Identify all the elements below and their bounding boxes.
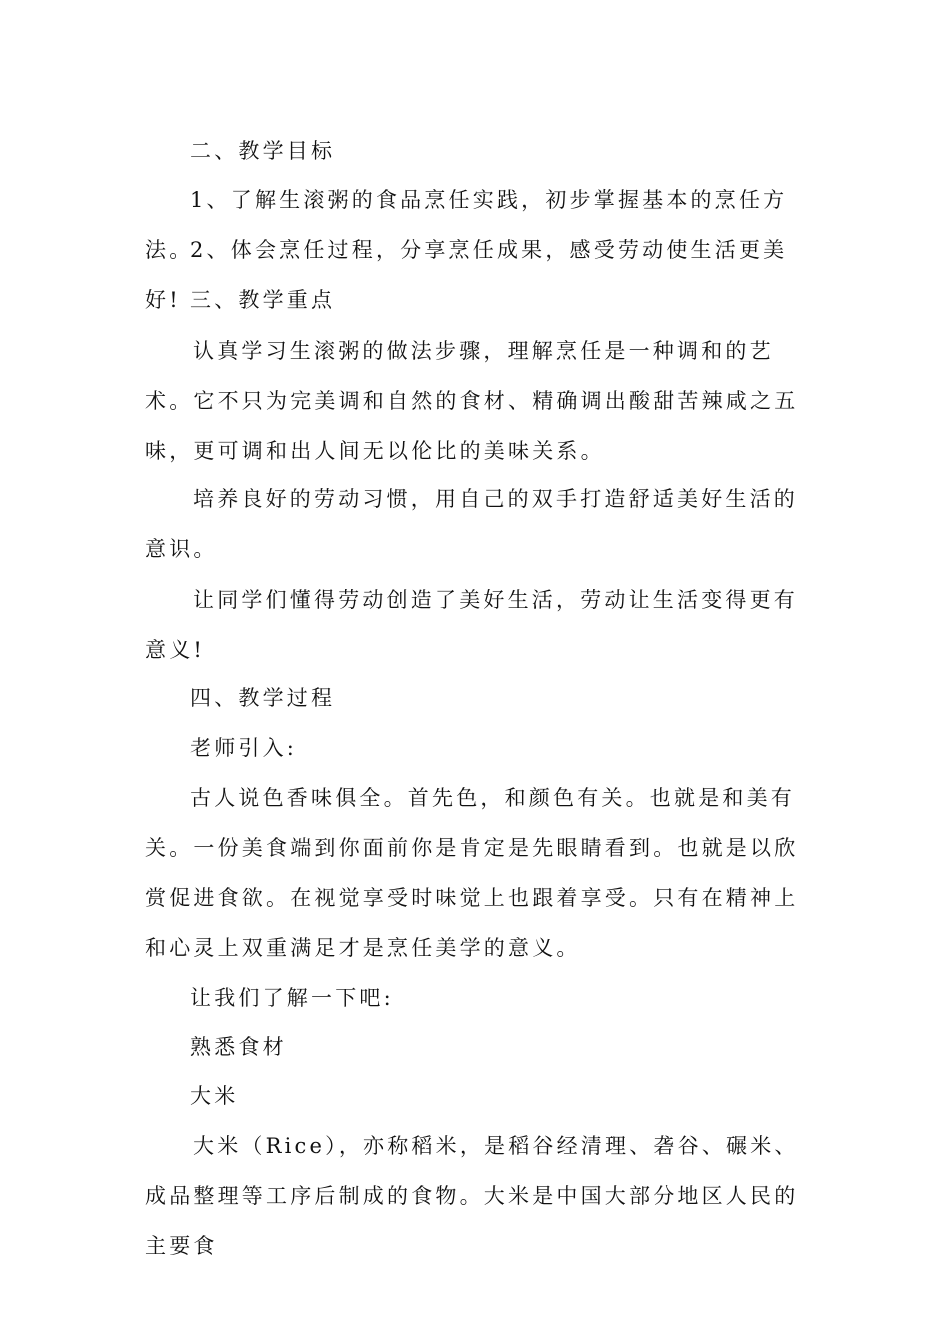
goal-item-2: 2、体会烹任过程，分享烹任成果，感受劳动使生活更美好! xyxy=(145,238,788,312)
intro-paragraph: 古人说色香味俱全。首先色，和颜色有关。也就是和美有关。一份美食端到你面前你是肯定是先眼睛看到。也就是以欣赏促进食欲。在视觉享受时味觉上也跟着享受。只有在精神上和心灵上双重满足才是烹任美学的意义。 xyxy=(145,786,799,960)
focus-paragraph-3: 让同学们懂得劳动创造了美好生活，劳动让生活变得更有意义! xyxy=(145,588,798,662)
lets-learn-line: 让我们了解一下吧: xyxy=(190,986,394,1010)
heading-teaching-focus: 三、教学重点 xyxy=(190,288,336,312)
familiar-ingredients-heading: 熟悉食材 xyxy=(190,1035,287,1059)
heading-teaching-goals: 二、教学目标 xyxy=(190,139,336,163)
focus-paragraph-2: 培养良好的劳动习惯，用自己的双手打造舒适美好生活的意识。 xyxy=(145,487,798,561)
rice-heading: 大米 xyxy=(190,1084,239,1108)
focus-paragraph-1: 认真学习生滚粥的做法步骤，理解烹任是一种调和的艺术。它不只为完美调和自然的食材、精确调出酸甜苦辣咸之五味，更可调和出人间无以伦比的美味关系。 xyxy=(145,339,799,463)
rice-paragraph: 大米（Rice），亦称稻米，是稻谷经清理、砻谷、碾米、成品整理等工序后制成的食物。大米是中国大部分地区人民的主要食 xyxy=(145,1134,799,1258)
teacher-intro-label: 老师引入: xyxy=(190,736,298,760)
goal-item-1: 1、了解生滚粥的食品烹任实践，初步掌握基本的烹任方法。 xyxy=(145,188,788,262)
heading-teaching-process: 四、教学过程 xyxy=(190,686,336,710)
